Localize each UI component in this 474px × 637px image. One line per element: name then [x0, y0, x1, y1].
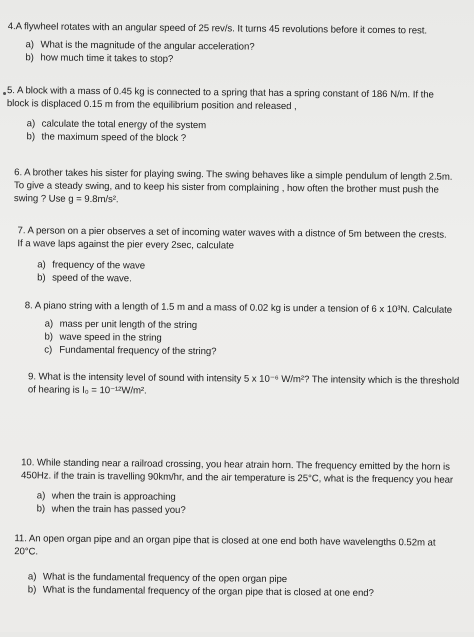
question-6 [14, 166, 453, 210]
question-text: 450Hz. if the train is travelling 90km/hr, and the air temperature is 25°C, what is the frequency you hear [20, 470, 454, 486]
question-11 [14, 532, 436, 600]
question-text: If a wave laps against the pier every 2sec, calculate [17, 238, 235, 252]
question-part: c) Fundamental frequency of the string? [44, 344, 217, 358]
question-text: 7. A person on a pier observes a set of incoming water waves with a distnce of 5m between the crests. [17, 225, 447, 241]
question-part: b) how much time it takes to stop? [25, 52, 174, 65]
question-7 [17, 224, 447, 288]
question-text: To give a steady swing, and to keep his sister from complaining , how often the brother must push the [13, 180, 439, 196]
question-part: b) wave speed in the string [44, 331, 162, 344]
question-text: 11. An open organ pipe and an organ pipe that is closed at one end both have wavelengths 0.52m at [14, 533, 436, 549]
question-part: b) What is the fundamental frequency of the organ pipe that is closed at one end? [27, 584, 374, 599]
question-text: 20°C. [14, 546, 39, 558]
question-part: b) when the train has passed you? [36, 503, 186, 516]
question-10 [21, 456, 454, 520]
question-part: a) mass per unit length of the string [44, 318, 198, 332]
question-8 [24, 299, 452, 360]
question-text: swing ? Use g = 9.8m/s². [13, 193, 119, 206]
question-part: a) when the train is approaching [36, 490, 176, 503]
question-text: 10. While standing near a railroad crossing, you hear atrain horn. The frequency emitted by the horn is [21, 457, 450, 473]
question-text: of hearing is I₀ = 10⁻¹²W/m². [27, 384, 147, 397]
question-text: 5. A block with a mass of 0.45 kg is connected to a spring that has a spring constant of 186 N/m. If the [6, 85, 434, 101]
question-9 [28, 370, 459, 401]
question-text: 8. A piano string with a length of 1.5 m and a mass of 0.02 kg is under a tension of 6 x 10³N. Calculate [24, 300, 453, 316]
question-part: a) frequency of the wave [37, 259, 146, 272]
question-part: a) What is the fundamental frequency of the open organ pipe [27, 571, 288, 586]
question-part: a) calculate the total energy of the system [26, 118, 207, 132]
question-part: b) speed of the wave. [37, 272, 132, 285]
question-text: 6. A brother takes his sister for playing swing. The swing behaves like a simple pendulum of length 2.5m. [14, 167, 453, 183]
question-4 [7, 20, 427, 68]
margin-mark [3, 92, 6, 95]
question-text: block is displaced 0.15 m from the equilibrium position and released , [6, 98, 297, 113]
question-part: b) the maximum speed of the block ? [26, 131, 187, 144]
question-5 [7, 84, 434, 147]
question-part: a) What is the magnitude of the angular acceleration? [25, 39, 255, 53]
question-text: 4.A flywheel rotates with an angular speed of 25 rev/s. It turns 45 revolutions before it comes to rest. [7, 21, 428, 37]
question-text: 9. What is the intensity level of sound with intensity 5 x 10⁻⁶ W/m²? The intensity which is the threshold [27, 371, 460, 387]
